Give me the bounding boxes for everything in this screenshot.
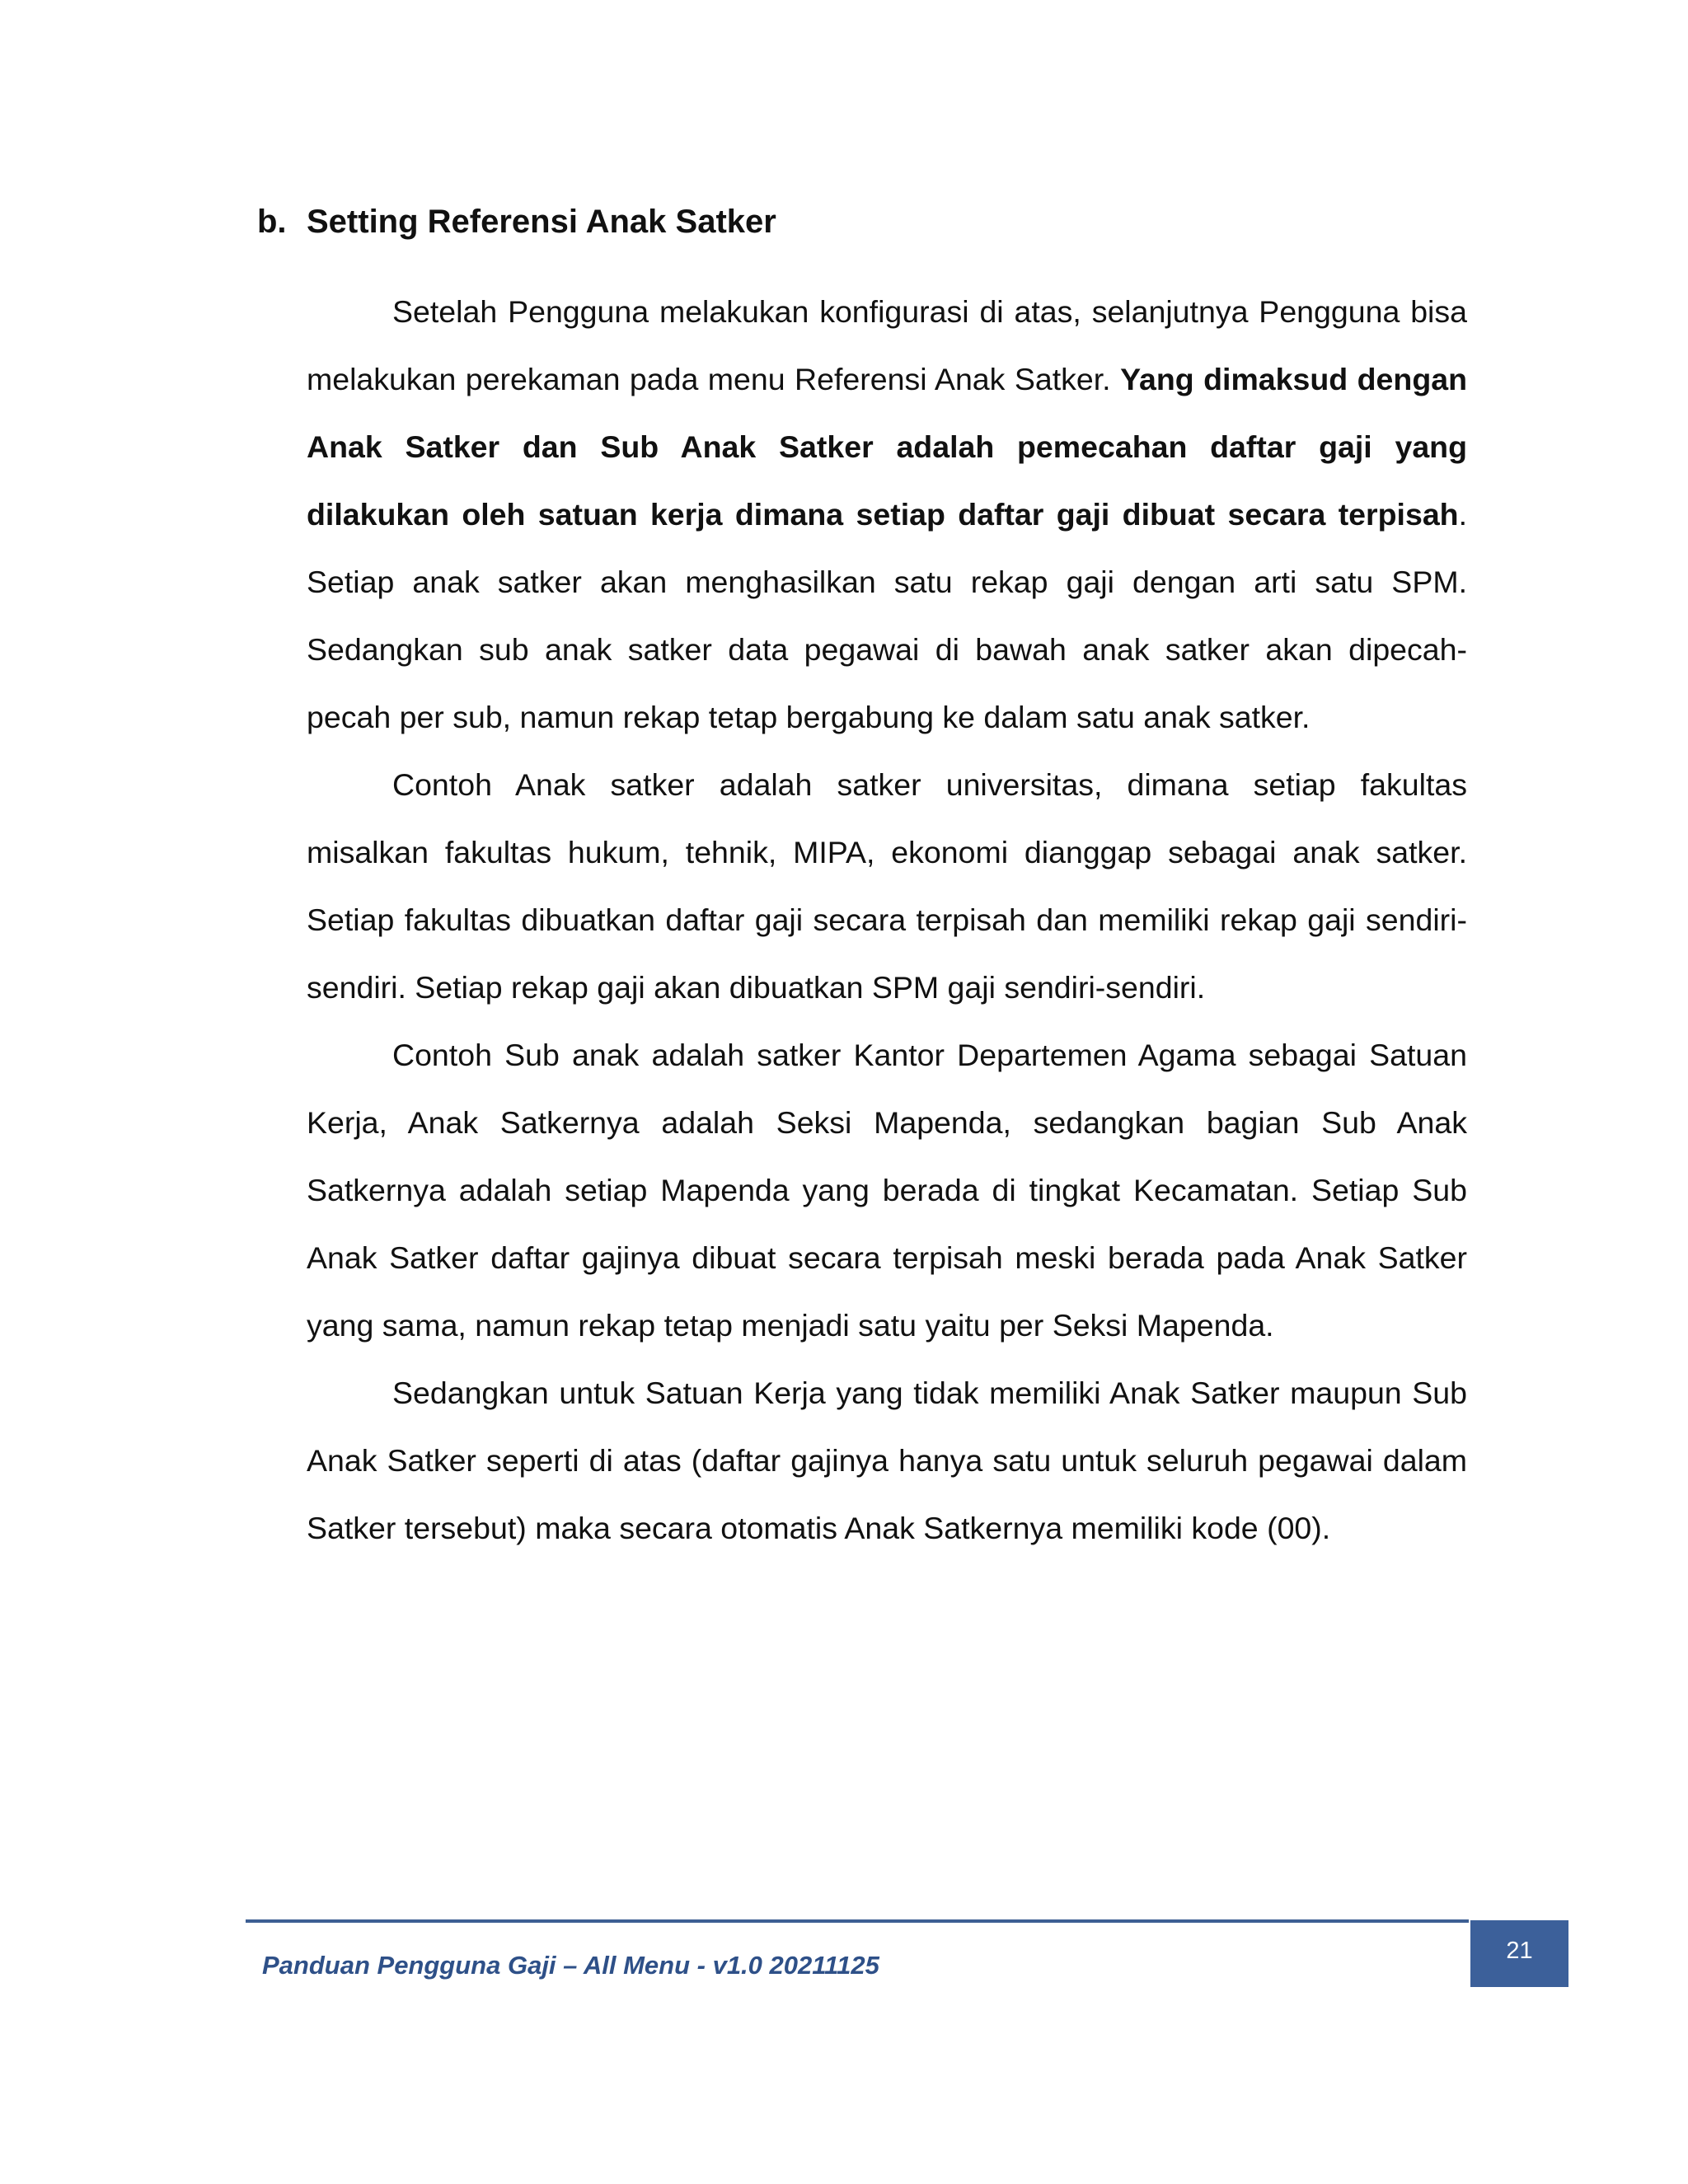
body-text <box>307 278 1467 1562</box>
footer-doc-title: Panduan Pengguna Gaji – All Menu - v1.0 20211125 <box>262 1951 879 1980</box>
page-number: 21 <box>1506 1938 1533 1964</box>
paragraph-1-bold: Yang dimaksud dengan Anak Satker dan Sub Anak Satker adalah pemecahan daftar gaji yang dilakukan oleh satuan kerja dimana setiap daftar gaji dibuat secara terpisah <box>307 362 1467 532</box>
paragraph-2: Contoh Anak satker adalah satker universitas, dimana setiap fakultas misalkan fakultas hukum, tehnik, MIPA, ekonomi dianggap sebagai anak satker. Setiap fakultas dibuatkan daftar gaji secara terpisah dan memiliki rekap gaji sendiri-sendiri. Setiap rekap gaji akan dibuatkan SPM gaji sendiri-sendiri. <box>307 767 1467 1005</box>
paragraph-1-tail: . Setiap anak satker akan menghasilkan satu rekap gaji dengan arti satu SPM. Sedangkan sub anak satker data pegawai di bawah anak satker akan dipecah-pecah per sub, namun rekap tetap bergabung ke dalam satu anak satker. <box>307 497 1467 734</box>
paragraph-3: Contoh Sub anak adalah satker Kantor Departemen Agama sebagai Satuan Kerja, Anak Satkernya adalah Seksi Mapenda, sedangkan bagian Sub Anak Satkernya adalah setiap Mapenda yang berada di tingkat Kecamatan. Setiap Sub Anak Satker daftar gajinya dibuat secara terpisah meski berada pada Anak Satker yang sama, namun rekap tetap menjadi satu yaitu per Seksi Mapenda. <box>307 1038 1467 1343</box>
section-title: Setting Referensi Anak Satker <box>307 204 776 240</box>
section-number: b. <box>257 204 287 240</box>
paragraph-1-lead: Setelah Pengguna melakukan konfigurasi di atas, selanjutnya Pengguna bisa melakukan perekaman pada menu Referensi Anak Satker. <box>307 294 1467 396</box>
paragraph-4: Sedangkan untuk Satuan Kerja yang tidak memiliki Anak Satker maupun Sub Anak Satker seperti di atas (daftar gajinya hanya satu untuk seluruh pegawai dalam Satker tersebut) maka secara otomatis Anak Satkernya memiliki kode (00). <box>307 1376 1467 1545</box>
footer-divider <box>246 1919 1469 1923</box>
page-number-badge <box>1470 1920 1568 1987</box>
paragraph-1 <box>307 278 1467 751</box>
section-heading <box>257 198 776 246</box>
